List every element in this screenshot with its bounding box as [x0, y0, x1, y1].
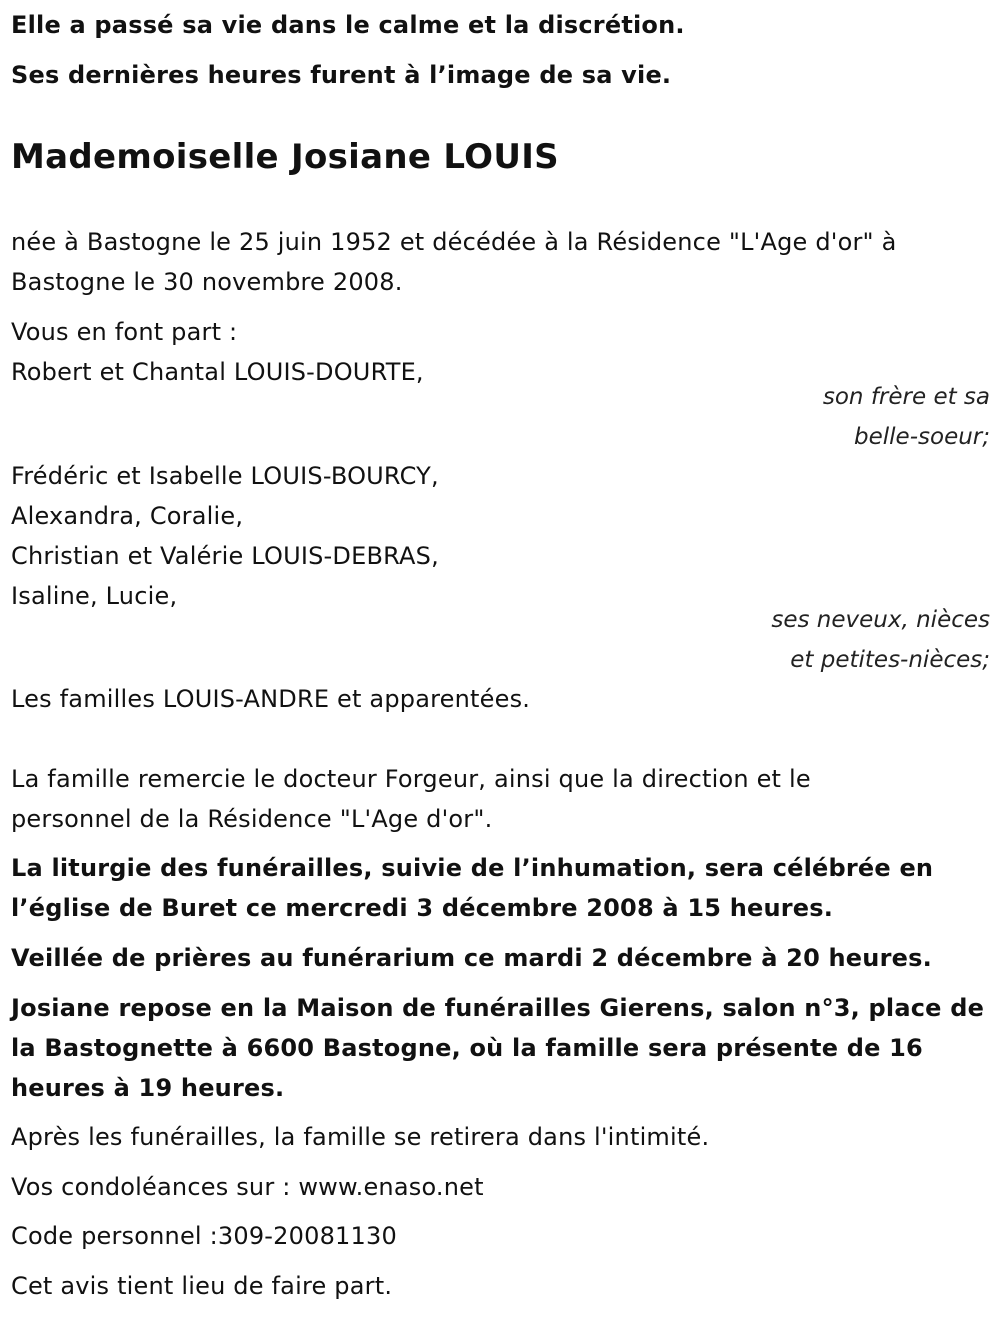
liturgy-line-1: La liturgie des funérailles, suivie de l’inhumation, sera célébrée en	[11, 854, 934, 882]
family-nephew-line: Frédéric et Isabelle LOUIS-BOURCY,	[11, 462, 439, 490]
nephews-role-line-2: et petites-nièces;	[790, 647, 990, 673]
header-line-2: Ses dernières heures furent à l’image de sa vie.	[11, 61, 672, 89]
family-nephew-line: Christian et Valérie LOUIS-DEBRAS,	[11, 542, 439, 570]
brother-role-line-2: belle-soeur;	[854, 424, 990, 450]
announce-text: Vous en font part :	[11, 318, 238, 346]
birth-death-line-1: née à Bastogne le 25 juin 1952 et décédée à la Résidence "L'Age d'or" à	[11, 228, 897, 256]
family-nephew-line: Isaline, Lucie,	[11, 582, 178, 610]
personal-code-line: Code personnel :309-20081130	[11, 1222, 397, 1250]
vigil-line: Veillée de prières au funérarium ce mardi 2 décembre à 20 heures.	[11, 944, 932, 972]
thanks-line-2: personnel de la Résidence "L'Age d'or".	[11, 805, 493, 833]
thanks-line-1: La famille remercie le docteur Forgeur, ainsi que la direction et le	[11, 765, 811, 793]
liturgy-line-2: l’église de Buret ce mercredi 3 décembre 2008 à 15 heures.	[11, 894, 834, 922]
rests-line-1: Josiane repose en la Maison de funérailles Gierens, salon n°3, place de	[11, 994, 985, 1022]
families-line: Les familles LOUIS-ANDRE et apparentées.	[11, 685, 531, 713]
notice-line: Cet avis tient lieu de faire part.	[11, 1272, 393, 1300]
deceased-name-title: Mademoiselle Josiane LOUIS	[11, 137, 559, 177]
nephews-role-line-1: ses neveux, nièces	[771, 607, 990, 633]
rests-line-3: heures à 19 heures.	[11, 1074, 285, 1102]
brother-role-line-1: son frère et sa	[822, 384, 990, 410]
rests-line-2: la Bastognette à 6600 Bastogne, où la famille sera présente de 16	[11, 1034, 923, 1062]
header-line-1: Elle a passé sa vie dans le calme et la discrétion.	[11, 11, 685, 39]
family-brother: Robert et Chantal LOUIS-DOURTE,	[11, 358, 424, 386]
after-funeral-line: Après les funérailles, la famille se retirera dans l'intimité.	[11, 1123, 710, 1151]
birth-death-line-2: Bastogne le 30 novembre 2008.	[11, 268, 403, 296]
family-nephew-line: Alexandra, Coralie,	[11, 502, 244, 530]
condolences-line: Vos condoléances sur : www.enaso.net	[11, 1173, 484, 1201]
